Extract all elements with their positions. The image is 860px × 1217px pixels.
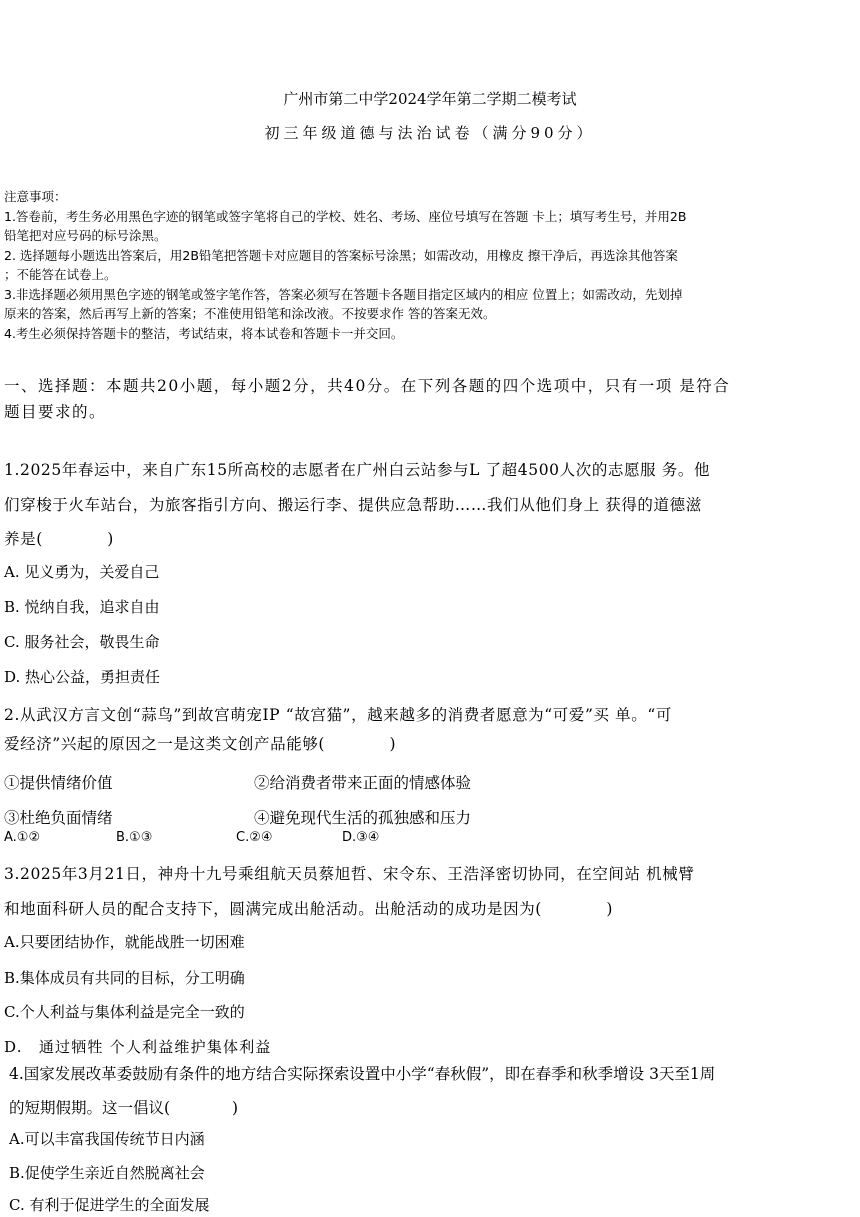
notice-line: 铅笔把对应号码的标号涂黑。 <box>4 228 167 243</box>
question-stem: 3.2025年3月21日，神舟十九号乘组航天员蔡旭哲、宋令东、王浩泽密切协同，在空间站 机械臂 <box>4 865 695 883</box>
option-a: A.只要团结协作，就能战胜一切困难 <box>4 933 245 951</box>
option-a: A.①② <box>4 830 41 845</box>
statement-1: ①提供情绪价值 <box>4 774 113 792</box>
option-c: C. 有利于促进学生的全面发展 <box>9 1196 210 1214</box>
notice-line: 原来的答案，然后再写上新的答案；不准使用铅笔和涂改液。不按要求作 答的答案无效。 <box>4 306 496 321</box>
statement-3: ③杜绝负面情绪 <box>4 809 113 827</box>
question-stem: 1.2025年春运中，来自广东15所高校的志愿者在广州白云站参与L 了超4500人次的志愿服 务。他 <box>4 461 711 479</box>
notice-line: 4.考生必须保持答题卡的整洁，考试结束，将本试卷和答题卡一并交回。 <box>4 326 404 341</box>
question-stem: 4.国家发展改革委鼓励有条件的地方结合实际探索设置中小学“春秋假”，即在春季和秋季增设 3天至1周 <box>9 1065 716 1083</box>
option-c: C.②④ <box>236 830 273 845</box>
question-stem: 养是( ) <box>4 530 114 548</box>
option-c: C. 服务社会，敬畏生命 <box>4 633 160 651</box>
notice-line: 3.非选择题必须用黑色字迹的钢笔或签字笔作答，答案必须写在答题卡各题目指定区域内的相应 位置上；如需改动，先划掉 <box>4 287 683 302</box>
section-heading-cont: 题目要求的。 <box>4 403 107 421</box>
option-b: B.①③ <box>116 830 153 845</box>
notice-heading: 注意事项： <box>4 189 67 204</box>
question-stem: 和地面科研人员的配合支持下，圆满完成出舱活动。出舱活动的成功是因为( ) <box>4 900 613 918</box>
question-stem: 2.从武汉方言文创“蒜鸟”到故宫萌宠IP “故宫猫”，越来越多的消费者愿意为“可爱”买 单。“可 <box>4 706 672 724</box>
notice-line: 2. 选择题每小题选出答案后，用2B铅笔把答题卡对应题目的答案标号涂黑；如需改动，用橡皮 擦干净后，再选涂其他答案 <box>4 248 678 263</box>
question-stem: 爱经济”兴起的原因之一是这类文创产品能够( ) <box>4 735 397 753</box>
option-d: D.③④ <box>342 830 380 845</box>
option-d: D. 热心公益，勇担责任 <box>4 668 161 686</box>
option-c: C.个人利益与集体利益是完全一致的 <box>4 1003 245 1021</box>
notice-line: ；不能答在试卷上。 <box>4 267 117 282</box>
option-d: D. 通过牺牲 个人利益维护集体利益 <box>4 1038 272 1056</box>
question-stem: 们穿梭于火车站台，为旅客指引方向、搬运行李、提供应急帮助……我们从他们身上 获得的道德滋 <box>4 496 702 514</box>
option-b: B. 悦纳自我，追求自由 <box>4 598 160 616</box>
option-b: B.集体成员有共同的目标，分工明确 <box>4 969 245 987</box>
option-a: A. 见义勇为，关爱自己 <box>4 563 160 581</box>
option-a: A.可以丰富我国传统节日内涵 <box>9 1130 205 1148</box>
question-stem: 的短期假期。这一倡议( ) <box>9 1099 239 1117</box>
statement-2: ②给消费者带来正面的情感体验 <box>254 774 472 792</box>
paper-title: 初三年级道德与法治试卷（满分90分） <box>264 124 596 142</box>
notice-line: 1.答卷前，考生务必用黑色字迹的钢笔或签字笔将自己的学校、姓名、考场、座位号填写在答题 卡上；填写考生号，并用2B <box>4 209 687 224</box>
statement-4: ④避免现代生活的孤独感和压力 <box>254 809 472 827</box>
section-heading: 一、选择题：本题共20小题，每小题2分，共40分。在下列各题的四个选项中，只有一项 是符合 <box>4 377 731 395</box>
option-b: B.促使学生亲近自然脱离社会 <box>9 1164 205 1182</box>
school-title: 广州市第二中学2024学年第二学期二模考试 <box>283 90 577 108</box>
